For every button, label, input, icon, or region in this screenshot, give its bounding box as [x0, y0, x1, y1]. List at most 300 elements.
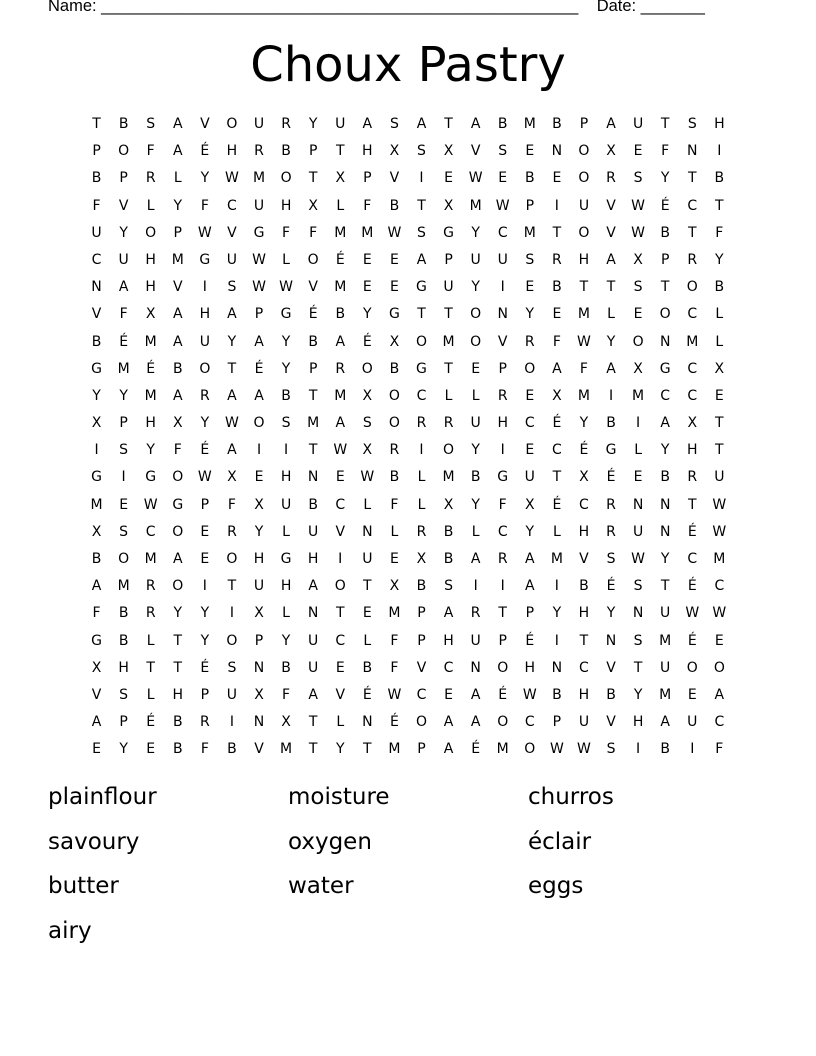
grid-letter: F	[579, 360, 588, 377]
grid-letter: É	[200, 143, 210, 160]
grid-letter: X	[254, 605, 264, 622]
grid-letter: N	[253, 714, 265, 731]
grid-letter: X	[443, 496, 454, 513]
grid-letter: O	[280, 170, 292, 187]
grid-letter: A	[443, 741, 454, 758]
grid-letter: V	[606, 714, 616, 731]
grid-letter: S	[227, 659, 237, 676]
grid-letter: É	[687, 523, 697, 540]
grid-letter: E	[200, 523, 210, 540]
word-list-item: moisture	[288, 784, 390, 810]
grid-letter: O	[578, 170, 590, 187]
grid-letter: I	[419, 170, 424, 187]
grid-letter: F	[552, 333, 561, 350]
grid-letter: E	[525, 442, 535, 459]
grid-letter: L	[282, 605, 290, 622]
grid-letter: É	[200, 442, 210, 459]
grid-letter: C	[687, 551, 698, 567]
grid-row	[83, 573, 733, 600]
grid-letter: É	[552, 415, 562, 432]
grid-letter: W	[685, 605, 700, 622]
grid-letter: E	[362, 605, 372, 622]
grid-letter: E	[389, 279, 399, 296]
grid-letter: V	[389, 170, 400, 187]
grid-letter: Y	[119, 224, 128, 241]
grid-letter: A	[525, 551, 535, 567]
grid-letter: F	[390, 632, 399, 649]
grid-letter: H	[199, 306, 211, 323]
grid-letter: T	[417, 197, 426, 214]
grid-letter: F	[309, 224, 318, 241]
grid-letter: T	[715, 197, 724, 214]
grid-letter: B	[91, 170, 102, 187]
grid-letter: B	[172, 714, 183, 731]
grid-letter: T	[308, 741, 318, 758]
grid-letter: I	[554, 197, 559, 214]
grid-letter: T	[552, 469, 562, 486]
grid-letter: X	[254, 686, 264, 703]
grid-letter: X	[145, 306, 156, 323]
grid-letter: P	[417, 632, 426, 649]
grid-letter: L	[444, 387, 453, 404]
grid-letter: O	[172, 523, 184, 540]
word-list-item: water	[288, 873, 354, 899]
grid-letter: O	[713, 659, 725, 676]
grid-letter: G	[416, 279, 427, 296]
grid-letter: Y	[119, 741, 128, 758]
grid-letter: V	[118, 197, 129, 214]
grid-letter: G	[280, 306, 292, 323]
grid-letter: Y	[471, 442, 480, 459]
grid-letter: I	[229, 605, 234, 622]
grid-letter: W	[387, 686, 402, 703]
grid-letter: F	[390, 659, 399, 676]
grid-letter: B	[552, 686, 562, 703]
grid-letter: V	[416, 659, 427, 676]
grid-letter: C	[335, 632, 346, 649]
grid-letter: X	[524, 496, 535, 513]
grid-letter: X	[633, 251, 643, 268]
grid-letter: H	[578, 605, 590, 622]
grid-letter: I	[284, 442, 289, 459]
grid-letter: B	[579, 578, 589, 595]
grid-letter: O	[686, 659, 698, 676]
grid-letter: C	[145, 523, 156, 540]
grid-letter: P	[254, 306, 264, 323]
grid-letter: N	[253, 659, 265, 676]
grid-letter: L	[607, 306, 615, 323]
grid-letter: S	[417, 224, 426, 241]
grid-letter: M	[334, 279, 347, 296]
name-date-line: Name: ____________________________________________________ Date: _______	[48, 0, 705, 15]
grid-letter: S	[119, 523, 129, 540]
grid-row	[83, 301, 733, 328]
grid-letter: G	[91, 632, 102, 649]
grid-letter: H	[118, 659, 129, 676]
grid-letter: L	[336, 714, 345, 731]
grid-letter: P	[660, 251, 670, 268]
grid-letter: H	[307, 551, 319, 567]
word-list-item: eggs	[528, 873, 584, 899]
grid-letter: Y	[335, 741, 345, 758]
grid-letter: B	[389, 197, 400, 214]
grid-letter: U	[660, 659, 671, 676]
grid-letter: R	[335, 360, 346, 377]
grid-letter: L	[715, 306, 724, 323]
grid-letter: F	[146, 143, 155, 160]
grid-letter: P	[579, 116, 589, 132]
grid-letter: W	[360, 469, 375, 486]
grid-letter: E	[92, 741, 101, 758]
grid-row	[83, 736, 733, 763]
grid-letter: X	[443, 197, 454, 214]
grid-letter: G	[172, 496, 184, 513]
grid-letter: Y	[92, 387, 101, 404]
grid-letter: M	[523, 116, 536, 132]
grid-letter: P	[498, 360, 507, 377]
grid-letter: E	[714, 632, 724, 649]
grid-letter: Y	[119, 387, 128, 404]
grid-letter: H	[280, 578, 292, 595]
grid-letter: I	[121, 469, 126, 486]
grid-letter: R	[199, 714, 210, 731]
grid-letter: B	[660, 469, 670, 486]
grid-letter: B	[118, 605, 129, 622]
grid-letter: M	[144, 333, 157, 350]
grid-letter: C	[335, 496, 346, 513]
grid-letter: F	[227, 496, 236, 513]
grid-letter: W	[252, 251, 266, 268]
grid-letter: A	[308, 686, 318, 703]
grid-letter: G	[145, 469, 157, 486]
grid-letter: L	[471, 523, 480, 540]
grid-letter: P	[417, 741, 426, 758]
grid-letter: F	[119, 306, 128, 323]
grid-letter: S	[606, 741, 616, 758]
grid-letter: L	[417, 469, 426, 486]
grid-letter: G	[91, 360, 102, 377]
grid-row	[83, 410, 733, 437]
grid-row	[83, 329, 733, 356]
grid-letter: P	[308, 143, 318, 160]
grid-letter: O	[388, 387, 400, 404]
grid-letter: V	[335, 686, 346, 703]
grid-letter: P	[444, 251, 453, 268]
grid-letter: S	[633, 279, 643, 296]
grid-letter: W	[712, 523, 727, 540]
grid-letter: A	[172, 143, 183, 160]
grid-letter: M	[144, 551, 157, 567]
grid-letter: U	[253, 578, 265, 595]
grid-letter: O	[172, 469, 184, 486]
grid-letter: E	[525, 387, 535, 404]
grid-letter: É	[471, 741, 481, 758]
grid-letter: S	[633, 170, 643, 187]
grid-letter: T	[444, 306, 453, 323]
grid-letter: W	[631, 197, 646, 214]
grid-letter: U	[470, 415, 481, 432]
grid-letter: B	[172, 360, 183, 377]
grid-letter: A	[660, 714, 670, 731]
grid-letter: B	[524, 170, 535, 187]
grid-letter: I	[256, 442, 262, 459]
grid-letter: E	[633, 143, 643, 160]
grid-letter: T	[335, 605, 345, 622]
grid-letter: N	[687, 143, 698, 160]
grid-letter: C	[227, 197, 237, 214]
grid-letter: Y	[471, 224, 480, 241]
grid-letter: T	[687, 496, 697, 513]
grid-letter: M	[171, 251, 184, 268]
grid-letter: X	[254, 496, 264, 513]
grid-row	[83, 709, 733, 736]
grid-letter: X	[172, 415, 183, 432]
grid-letter: C	[579, 496, 589, 513]
grid-letter: N	[659, 523, 671, 540]
word-list-item: éclair	[528, 828, 592, 855]
grid-letter: Y	[579, 415, 589, 432]
grid-letter: É	[498, 686, 508, 703]
grid-letter: O	[118, 551, 130, 567]
grid-letter: T	[227, 578, 237, 595]
grid-row	[83, 519, 733, 546]
grid-letter: M	[334, 224, 347, 241]
grid-letter: P	[417, 605, 426, 622]
grid-letter: P	[119, 714, 128, 731]
grid-letter: B	[443, 523, 454, 540]
grid-letter: W	[577, 333, 591, 350]
grid-letter: U	[578, 197, 590, 214]
grid-letter: G	[443, 224, 454, 241]
grid-letter: H	[443, 632, 454, 649]
grid-letter: R	[497, 387, 508, 404]
grid-letter: C	[551, 442, 562, 459]
grid-letter: É	[146, 360, 156, 377]
grid-letter: M	[280, 741, 293, 758]
grid-letter: E	[146, 741, 156, 758]
grid-letter: A	[118, 279, 129, 296]
grid-letter: R	[687, 251, 698, 268]
grid-letter: A	[335, 333, 346, 350]
grid-letter: G	[280, 551, 292, 567]
grid-letter: H	[362, 143, 373, 160]
grid-letter: I	[636, 415, 641, 432]
grid-letter: B	[416, 578, 427, 595]
grid-letter: Y	[281, 360, 291, 377]
grid-letter: O	[307, 251, 319, 268]
grid-letter: O	[145, 224, 157, 241]
grid-letter: I	[608, 387, 614, 404]
grid-letter: O	[334, 578, 346, 595]
grid-letter: M	[686, 333, 699, 350]
grid-letter: T	[687, 170, 697, 187]
grid-letter: B	[714, 170, 725, 187]
grid-letter: N	[497, 306, 508, 323]
grid-letter: R	[416, 415, 427, 432]
grid-letter: U	[714, 469, 725, 486]
grid-letter: W	[279, 279, 293, 296]
grid-letter: U	[199, 333, 210, 350]
grid-letter: É	[389, 714, 399, 731]
grid-letter: C	[714, 714, 725, 731]
grid-letter: P	[552, 714, 562, 731]
grid-letter: F	[92, 197, 101, 214]
grid-letter: U	[524, 469, 535, 486]
grid-letter: Y	[660, 551, 670, 567]
grid-letter: H	[145, 279, 156, 296]
grid-letter: N	[470, 659, 481, 676]
grid-letter: R	[497, 551, 508, 567]
grid-letter: F	[498, 496, 507, 513]
grid-letter: B	[281, 659, 291, 676]
grid-letter: X	[362, 442, 373, 459]
grid-letter: É	[200, 659, 210, 676]
grid-letter: S	[444, 578, 453, 595]
grid-letter: X	[91, 523, 102, 540]
grid-letter: I	[500, 442, 505, 459]
grid-letter: C	[443, 659, 454, 676]
grid-letter: H	[145, 251, 156, 268]
grid-letter: A	[660, 415, 670, 432]
grid-letter: O	[659, 306, 671, 323]
grid-letter: L	[282, 523, 290, 540]
grid-letter: B	[227, 741, 237, 758]
grid-letter: B	[552, 279, 562, 296]
grid-letter: A	[362, 116, 373, 132]
grid-letter: T	[363, 741, 372, 758]
word-list	[48, 775, 768, 953]
grid-letter: W	[143, 496, 158, 513]
grid-letter: S	[498, 143, 508, 160]
grid-letter: E	[552, 170, 562, 187]
grid-letter: É	[119, 333, 129, 350]
grid-letter: A	[172, 387, 183, 404]
grid-row	[83, 247, 733, 274]
grid-letter: I	[500, 578, 505, 595]
grid-letter: U	[308, 632, 319, 649]
grid-row	[83, 138, 733, 165]
grid-letter: O	[199, 360, 211, 377]
grid-letter: P	[200, 496, 210, 513]
grid-letter: M	[252, 170, 266, 187]
grid-row	[83, 165, 733, 192]
grid-letter: T	[606, 279, 616, 296]
grid-letter: R	[606, 170, 616, 187]
letter-grid	[83, 111, 733, 764]
grid-letter: R	[524, 333, 535, 350]
grid-letter: B	[606, 415, 616, 432]
grid-letter: O	[470, 333, 482, 350]
grid-letter: B	[281, 143, 291, 160]
grid-letter: N	[659, 333, 671, 350]
grid-letter: Y	[200, 632, 210, 649]
grid-letter: T	[660, 578, 670, 595]
grid-letter: F	[200, 197, 209, 214]
grid-letter: Y	[146, 442, 155, 459]
grid-letter: F	[282, 224, 291, 241]
grid-letter: W	[468, 170, 483, 187]
grid-letter: Y	[525, 306, 535, 323]
grid-letter: G	[253, 224, 265, 241]
grid-letter: T	[173, 659, 183, 676]
grid-letter: G	[199, 251, 211, 268]
grid-letter: U	[632, 116, 644, 132]
grid-letter: V	[227, 224, 237, 241]
grid-letter: Y	[173, 605, 183, 622]
grid-letter: Y	[281, 333, 291, 350]
grid-letter: S	[119, 686, 129, 703]
grid-letter: Y	[200, 170, 210, 187]
grid-row	[83, 437, 733, 464]
grid-letter: R	[687, 469, 698, 486]
grid-letter: É	[687, 632, 697, 649]
grid-letter: R	[145, 170, 156, 187]
grid-row	[83, 220, 733, 247]
grid-letter: V	[579, 551, 589, 567]
grid-row	[83, 628, 733, 655]
grid-letter: E	[444, 686, 453, 703]
grid-letter: U	[308, 523, 319, 540]
grid-letter: C	[524, 415, 535, 432]
grid-row	[83, 464, 733, 491]
grid-letter: Y	[200, 605, 210, 622]
grid-letter: Y	[227, 333, 237, 350]
grid-letter: N	[659, 496, 671, 513]
grid-letter: M	[469, 197, 482, 214]
grid-letter: W	[549, 741, 564, 758]
grid-letter: E	[362, 279, 372, 296]
grid-letter: I	[554, 632, 559, 649]
grid-letter: B	[497, 116, 508, 132]
grid-letter: O	[388, 415, 400, 432]
grid-letter: O	[226, 632, 238, 649]
grid-letter: E	[552, 306, 562, 323]
grid-letter: É	[308, 306, 318, 323]
grid-letter: A	[470, 686, 481, 703]
grid-letter: B	[389, 360, 400, 377]
grid-letter: M	[659, 686, 672, 703]
grid-letter: F	[390, 496, 399, 513]
grid-letter: M	[388, 741, 401, 758]
grid-letter: M	[144, 387, 157, 404]
grid-letter: T	[579, 632, 589, 649]
grid-letter: R	[606, 523, 616, 540]
grid-letter: C	[714, 578, 725, 595]
grid-letter: S	[687, 116, 697, 132]
grid-letter: T	[444, 116, 453, 132]
grid-letter: O	[361, 360, 373, 377]
grid-letter: M	[550, 551, 563, 567]
grid-letter: M	[361, 224, 374, 241]
grid-letter: A	[606, 360, 616, 377]
grid-letter: E	[335, 469, 345, 486]
grid-letter: H	[686, 442, 698, 459]
grid-letter: N	[362, 523, 373, 540]
grid-letter: X	[389, 143, 400, 160]
grid-letter: V	[91, 686, 102, 703]
grid-letter: W	[577, 741, 591, 758]
grid-letter: M	[90, 496, 103, 513]
grid-letter: É	[525, 632, 535, 649]
grid-letter: O	[686, 279, 698, 296]
grid-letter: L	[715, 333, 724, 350]
grid-letter: P	[363, 170, 372, 187]
grid-letter: H	[145, 415, 156, 432]
grid-letter: X	[227, 469, 237, 486]
grid-letter: I	[419, 442, 424, 459]
grid-letter: M	[442, 469, 455, 486]
grid-letter: T	[715, 442, 724, 459]
